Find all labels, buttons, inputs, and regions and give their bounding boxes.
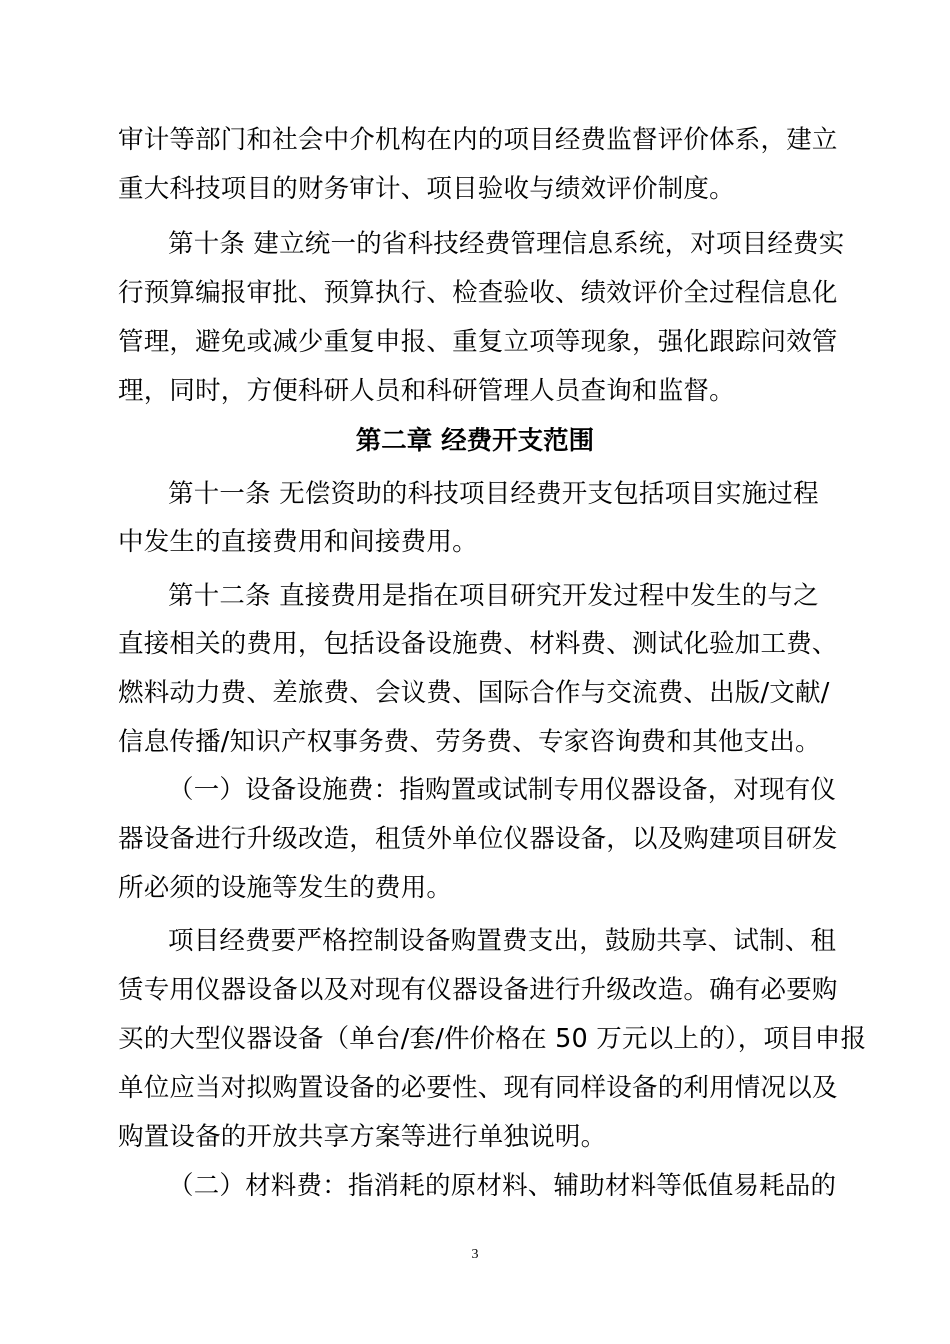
text-line: 买的大型仪器设备（单台/套/件价格在 50 万元以上的），项目申报 <box>118 1024 867 1054</box>
text-line: 所必须的设施等发生的费用。 <box>118 873 453 903</box>
text-line: 审计等部门和社会中介机构在内的项目经费监督评价体系，建立 <box>118 125 838 155</box>
text-line: 管理，避免或减少重复申报、重复立项等现象，强化跟踪问效管 <box>118 327 838 357</box>
text-line: 第十一条 无偿资助的科技项目经费开支包括项目实施过程 <box>168 479 819 509</box>
text-line: 理，同时，方便科研人员和科研管理人员查询和监督。 <box>118 376 735 406</box>
text-line: 信息传播/知识产权事务费、劳务费、专家咨询费和其他支出。 <box>118 727 821 757</box>
text-line: 燃料动力费、差旅费、会议费、国际合作与交流费、出版/文献/ <box>118 678 830 708</box>
text-line: （一）设备设施费：指购置或试制专用仪器设备，对现有仪 <box>168 775 837 805</box>
text-line: 第十二条 直接费用是指在项目研究开发过程中发生的与之 <box>168 581 819 611</box>
text-line: 重大科技项目的财务审计、项目验收与绩效评价制度。 <box>118 174 735 204</box>
text-line: 中发生的直接费用和间接费用。 <box>118 527 478 557</box>
chapter-heading: 第二章 经费开支范围 <box>355 426 595 456</box>
text-line: 单位应当对拟购置设备的必要性、现有同样设备的利用情况以及 <box>118 1073 838 1103</box>
text-line: 赁专用仪器设备以及对现有仪器设备进行升级改造。确有必要购 <box>118 975 838 1005</box>
text-line: 器设备进行升级改造，租赁外单位仪器设备，以及购建项目研发 <box>118 824 838 854</box>
text-line: 行预算编报审批、预算执行、检查验收、绩效评价全过程信息化 <box>118 278 838 308</box>
text-line: 直接相关的费用，包括设备设施费、材料费、测试化验加工费、 <box>118 629 838 659</box>
text-line: （二）材料费：指消耗的原材料、辅助材料等低值易耗品的 <box>168 1171 837 1201</box>
text-line: 项目经费要严格控制设备购置费支出，鼓励共享、试制、租 <box>168 926 837 956</box>
text-line: 购置设备的开放共享方案等进行单独说明。 <box>118 1122 607 1152</box>
page-number: 3 <box>471 1247 479 1262</box>
text-line: 第十条 建立统一的省科技经费管理信息系统，对项目经费实 <box>168 229 845 259</box>
